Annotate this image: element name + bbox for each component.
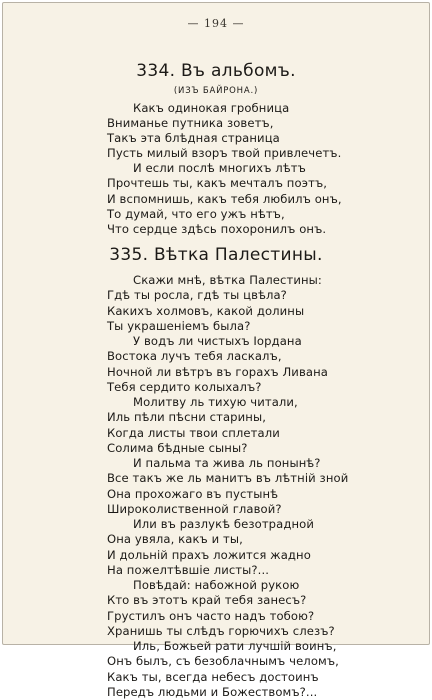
page-number: — 194 — — [187, 17, 245, 30]
verse-line: Ночной ли вѣтръ въ горахъ Ливана — [107, 364, 328, 379]
verse-line: Иль, Божьей рати лучшій воинъ, — [133, 639, 337, 653]
verse-line: И если послѣ многихъ лѣтъ — [133, 161, 306, 176]
poem-334-verse — [107, 101, 342, 237]
verse-line: Или въ разлукѣ безотрадной — [133, 517, 314, 531]
verse-line: Молитву ль тихую читали, — [133, 395, 298, 409]
verse-line: Какъ одинокая гробница — [133, 101, 290, 115]
verse-line: Передъ людьми и Божествомъ?... — [107, 684, 318, 699]
verse-line: Востока лучъ тебя ласкалъ, — [107, 349, 282, 364]
verse-line: Кто въ этотъ край тебя занесъ? — [107, 593, 307, 608]
verse-line: Широколиственной главой? — [107, 501, 282, 516]
poem-335-verse — [107, 273, 348, 700]
verse-line: Хранишь ты слѣдъ горючихъ слезъ? — [107, 623, 335, 638]
verse-line: Гдѣ ты росла, гдѣ ты цвѣла? — [107, 288, 287, 303]
verse-line: У водъ ли чистыхъ Іордана — [133, 334, 302, 348]
verse-line: Грустилъ онъ часто надъ тобою? — [107, 608, 315, 623]
verse-line: Она увяла, какъ и ты, — [107, 532, 243, 547]
verse-line: Тебя сердито колыхалъ? — [107, 379, 262, 394]
verse-line: Какихъ холмовъ, какой долины — [107, 303, 305, 318]
verse-line: Что сердце здѣсь похоронилъ онъ. — [107, 221, 327, 236]
verse-line: Прочтешь ты, какъ мечталъ поэтъ, — [107, 176, 328, 191]
verse-line: Она прохожаго въ пустынѣ — [107, 486, 279, 501]
poem-title-335: 335. Вѣтка Палестины. — [109, 245, 323, 265]
poem-title-334: 334. Въ альбомъ. — [136, 61, 296, 81]
verse-line: Пусть милый взоръ твой привлечетъ. — [107, 146, 342, 161]
verse-line: И вспомнишь, какъ тебя любилъ онъ, — [107, 191, 342, 206]
verse-line: Вниманье путника зоветъ, — [107, 116, 274, 131]
verse-line: Скажи мнѣ, вѣтка Палестины: — [133, 273, 322, 287]
verse-line: То думай, что его ужъ нѣтъ, — [107, 206, 285, 221]
verse-line: И дольній прахъ ложится жадно — [107, 547, 311, 562]
verse-line: Все такъ же ль манитъ въ лѣтній зной — [107, 471, 349, 486]
book-page — [2, 2, 430, 699]
verse-line: Повѣдай: набожной рукою — [133, 578, 300, 592]
verse-line: Такъ эта блѣдная страница — [107, 131, 280, 146]
verse-line: Иль пѣли пѣсни старины, — [107, 410, 266, 425]
poem-subtitle-334: (ИЗЪ БАЙРОНА.) — [173, 86, 259, 96]
verse-line: На пожелтѣвшіе листы?... — [107, 562, 270, 577]
verse-line: И пальма та жива ль понынѣ? — [133, 456, 321, 470]
verse-line: Когда листы твои сплетали — [107, 425, 280, 440]
verse-line: Ты украшеніемъ была? — [107, 318, 251, 333]
verse-line: Онъ былъ, съ безоблачнымъ челомъ, — [107, 654, 339, 669]
verse-line: Солима бѣдные сыны? — [107, 440, 248, 455]
verse-line: Какъ ты, всегда небесъ достоинъ — [107, 669, 319, 684]
